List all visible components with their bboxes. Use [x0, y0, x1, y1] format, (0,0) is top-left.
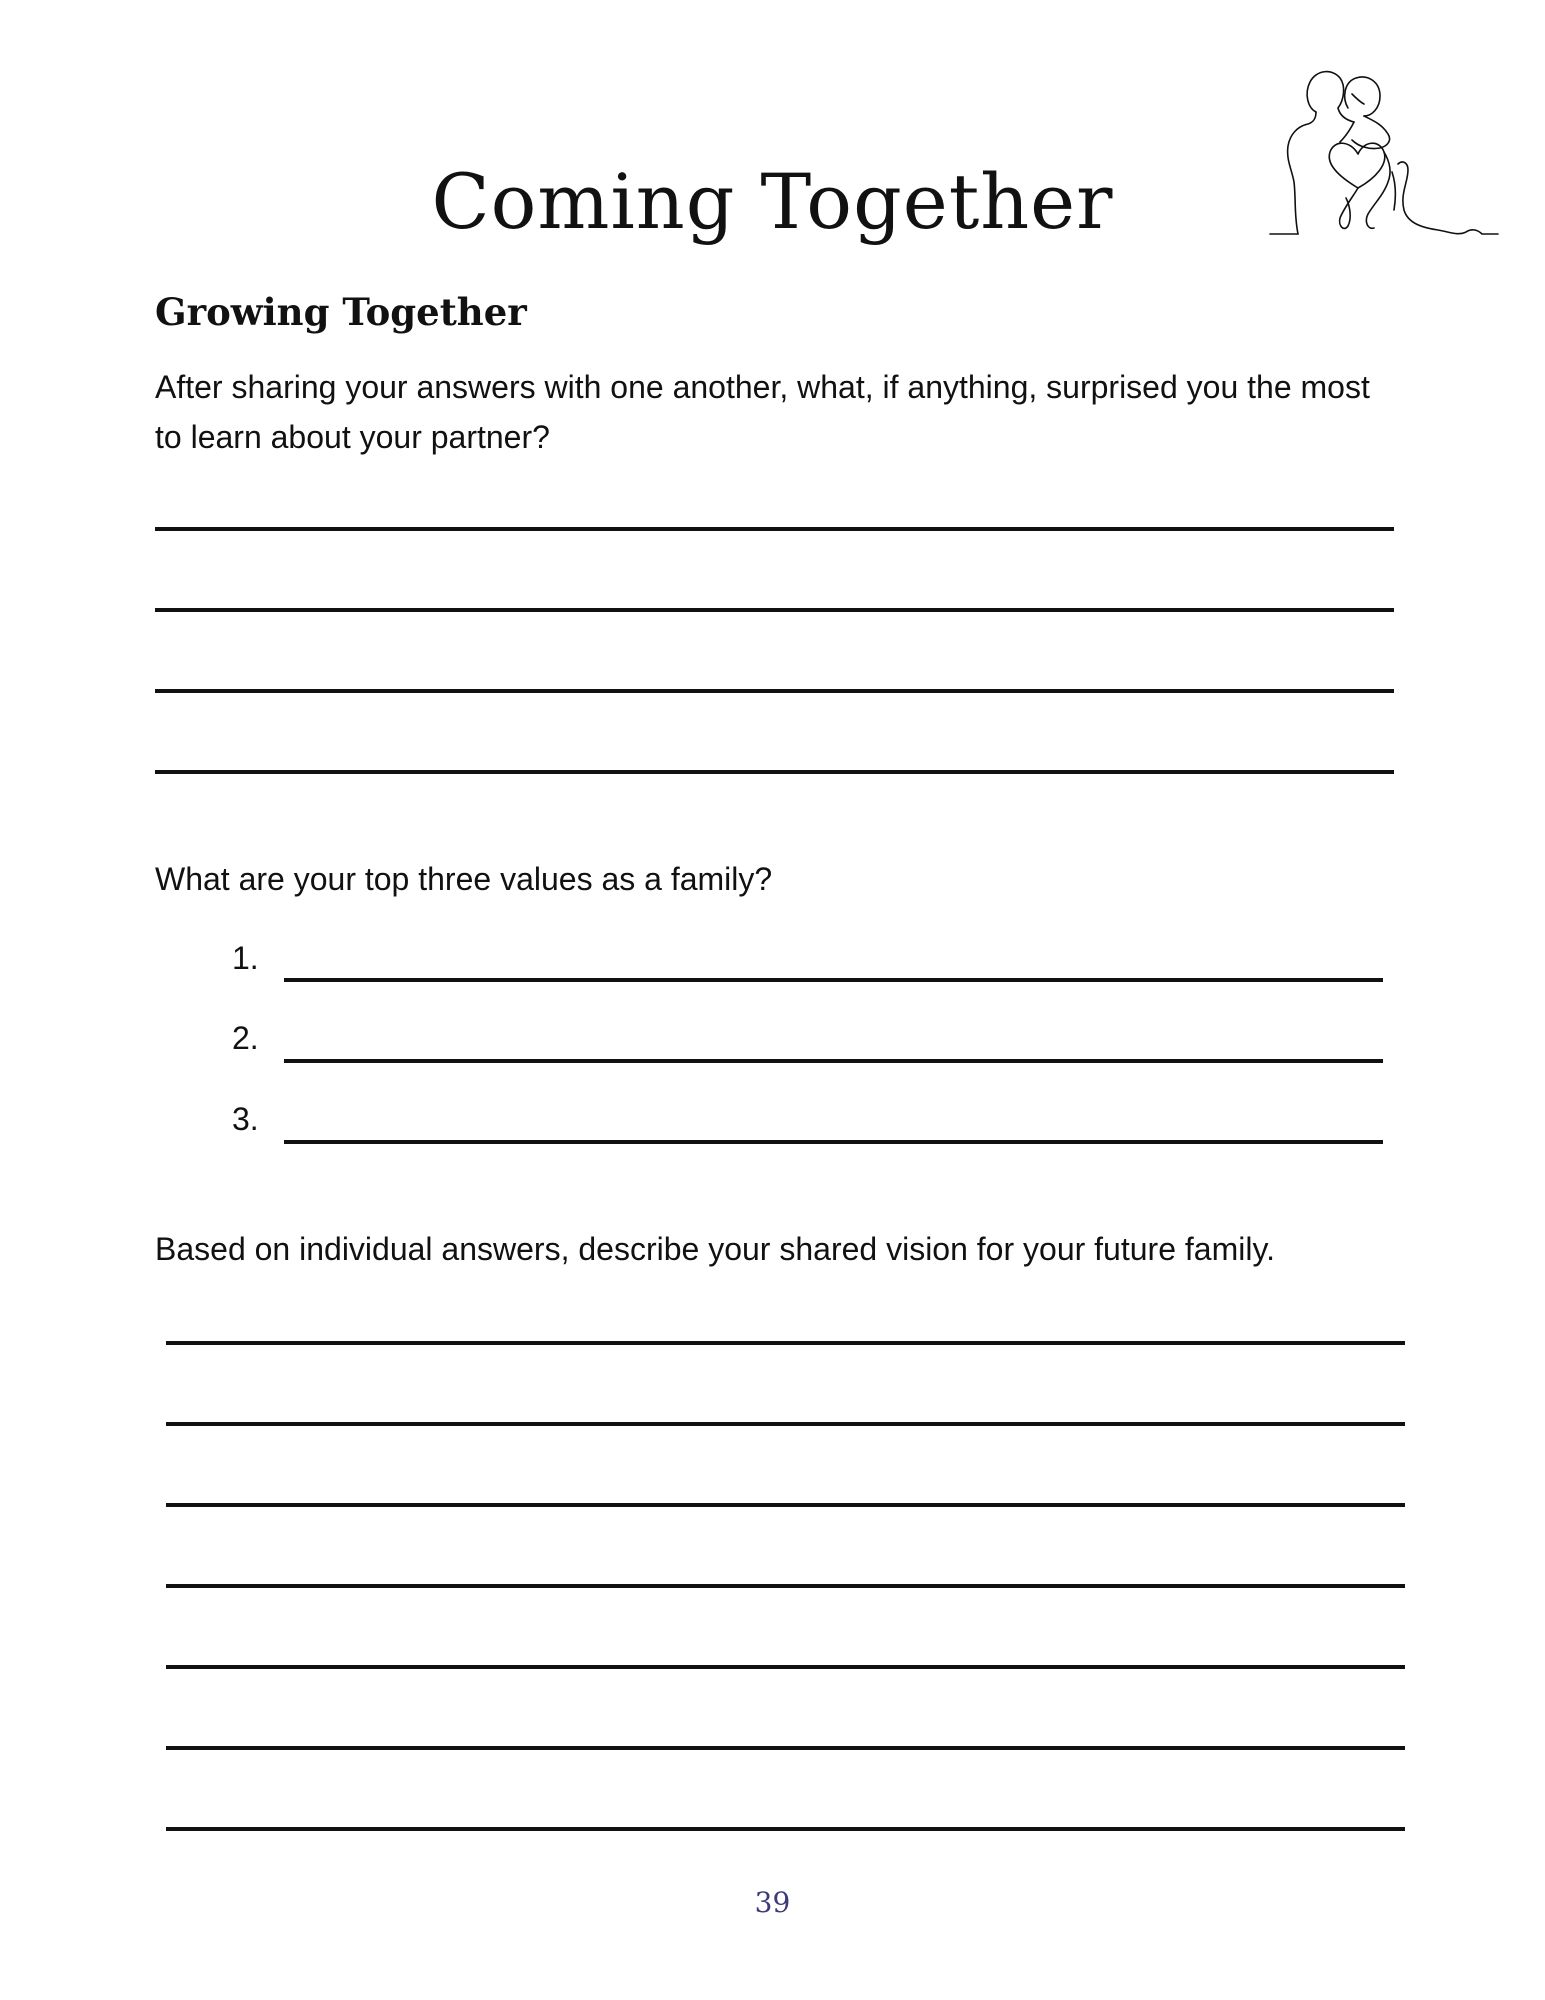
answer-line[interactable]: [155, 689, 1394, 693]
page-number: 39: [754, 1886, 791, 1919]
couple-line-art-with-heart-icon: [1268, 64, 1500, 244]
answer-line[interactable]: [166, 1341, 1405, 1345]
value-answer-line-2[interactable]: [284, 1059, 1383, 1063]
answer-line[interactable]: [166, 1746, 1405, 1750]
value-answer-line-3[interactable]: [284, 1140, 1383, 1144]
answer-line[interactable]: [155, 770, 1394, 774]
section-heading: Growing Together: [155, 290, 527, 334]
question-1-text: After sharing your answers with one another, what, if anything, surprised you the most to learn about your partner?: [155, 369, 1370, 455]
answer-line[interactable]: [166, 1584, 1405, 1588]
list-number: 1.: [232, 940, 259, 976]
answer-line[interactable]: [155, 527, 1394, 531]
answer-line[interactable]: [166, 1503, 1405, 1507]
list-number: 3.: [232, 1101, 259, 1137]
answer-line[interactable]: [166, 1827, 1405, 1831]
question-2-text: What are your top three values as a family?: [155, 861, 773, 897]
answer-line[interactable]: [166, 1665, 1405, 1669]
answer-line[interactable]: [166, 1422, 1405, 1426]
answer-line[interactable]: [155, 608, 1394, 612]
value-answer-line-1[interactable]: [284, 978, 1383, 982]
page-title: Coming Together: [431, 157, 1114, 246]
question-3-text: Based on individual answers, describe your shared vision for your future family.: [155, 1231, 1275, 1267]
list-number: 2.: [232, 1020, 259, 1056]
